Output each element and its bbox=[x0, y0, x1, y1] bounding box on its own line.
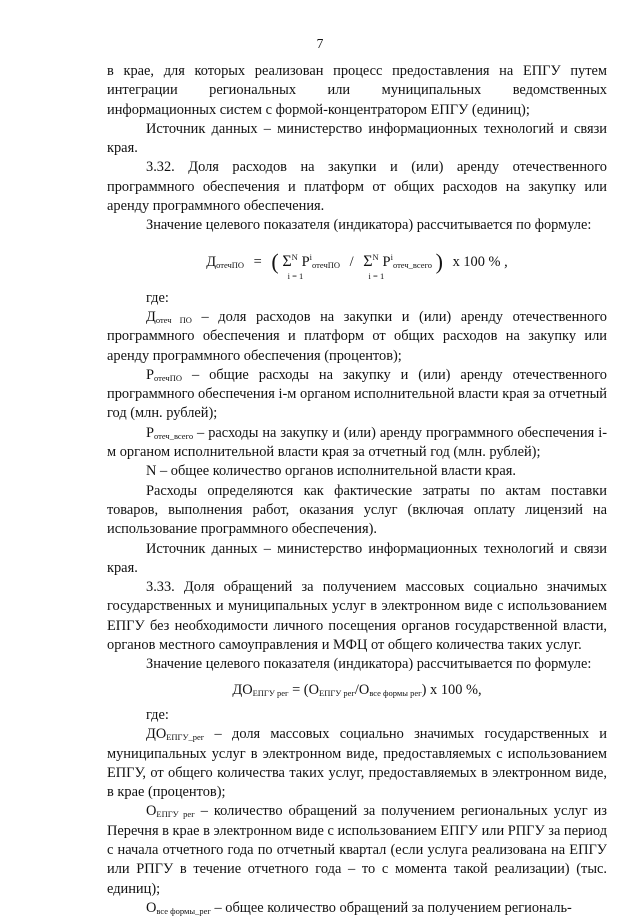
formula-intro: Значение целевого показателя (индикатора) рассчитывается по формуле: bbox=[146, 217, 592, 234]
formula-intro: Значение целевого показателя (индикатора) рассчитывается по формуле: bbox=[146, 656, 592, 673]
definition-item: $О_{все формы\_рег}$ – общее количество обращений за получением региональ- bbox=[146, 899, 572, 916]
formula-1: $Д_{отечПО}$ = ( Σ N i = 1 $P^i_{отечПО}$ / Σ N i = 1 $P^i_{отеч\_всего}$ ) x 100 % , bbox=[206, 248, 508, 281]
definition-item: $О_{ЕПГУ рег}$ – количество обращений за получением региональных услуг из Перечня в крае в электронном виде с использованием ЕПГУ или РПГУ за период с начала отчетного года по отчетный квартал (если услуга реализована на ЕПГУ или РПГУ в течение отчетного года – то с момента такой реализации) (тыс. единиц); bbox=[107, 803, 608, 897]
definition-item: N – общее количество органов исполнительной власти края. bbox=[146, 463, 516, 480]
page-number: 7 bbox=[316, 36, 324, 51]
definition-item: $ДО_{ЕПГУ\_рег}$ – доля массовых социально значимых государственных и муниципальных услуг в электронном виде, предоставляемых с использованием ЕПГУ, от общего количества таких услуг, предоставляемых в электронном виде, в крае (процентов); bbox=[107, 726, 607, 801]
where-label: где: bbox=[146, 706, 169, 723]
paragraph: Источник данных – министерство информационных технологий и связи края. bbox=[107, 540, 607, 576]
definition-item: $P_{отеч\_всего}$ – расходы на закупку и (или) аренду программного обеспечения i-м органом исполнительной власти края за отчетный год (млн. рублей); bbox=[107, 424, 607, 461]
formula-2: $ДО_{ЕПГУ рег} = (О_{ЕПГУ рег}/О_{все формы рег})$ x 100 %, bbox=[232, 681, 482, 698]
paragraph: в крае, для которых реализован процесс предоставления на ЕПГУ путем интеграции региональных или муниципальных ведомственных информационных систем с формой-концентратором ЕПГУ (единиц); bbox=[107, 63, 607, 118]
definition-item: $P_{отечПО}$ – общие расходы на закупку и (или) аренду отечественного программного обеспечения i-м органом исполнительной власти края за отчетный год (млн. рублей); bbox=[107, 366, 607, 422]
section-3-33: 3.33. Доля обращений за получением массовых социально значимых государственных и муниципальных услуг в электронном виде с использованием ЕПГУ без необходимости личного посещения органов государственной власти, органов местного самоуправления и МФЦ от общего количества таких услуг. bbox=[107, 579, 607, 654]
section-3-32: 3.32. Доля расходов на закупки и (или) аренду отечественного программного обеспечения и платформ от общих расходов на закупку или аренду программного обеспечения. bbox=[107, 159, 607, 215]
document-body bbox=[107, 62, 607, 918]
paragraph: Расходы определяются как фактические затраты по актам поставки товаров, выполнения работ, оказания услуг (включая оплату лицензий на использование программного обеспечения). bbox=[107, 482, 607, 538]
where-label: где: bbox=[146, 289, 169, 306]
paragraph: Источник данных – министерство информационных технологий и связи края. bbox=[107, 120, 607, 157]
definition-item: $Д_{отеч ПО}$ – доля расходов на закупки и (или) аренду отечественного программного обеспечения и платформ от общих расходов на закупку или аренду программного обеспечения (процентов); bbox=[107, 308, 607, 364]
